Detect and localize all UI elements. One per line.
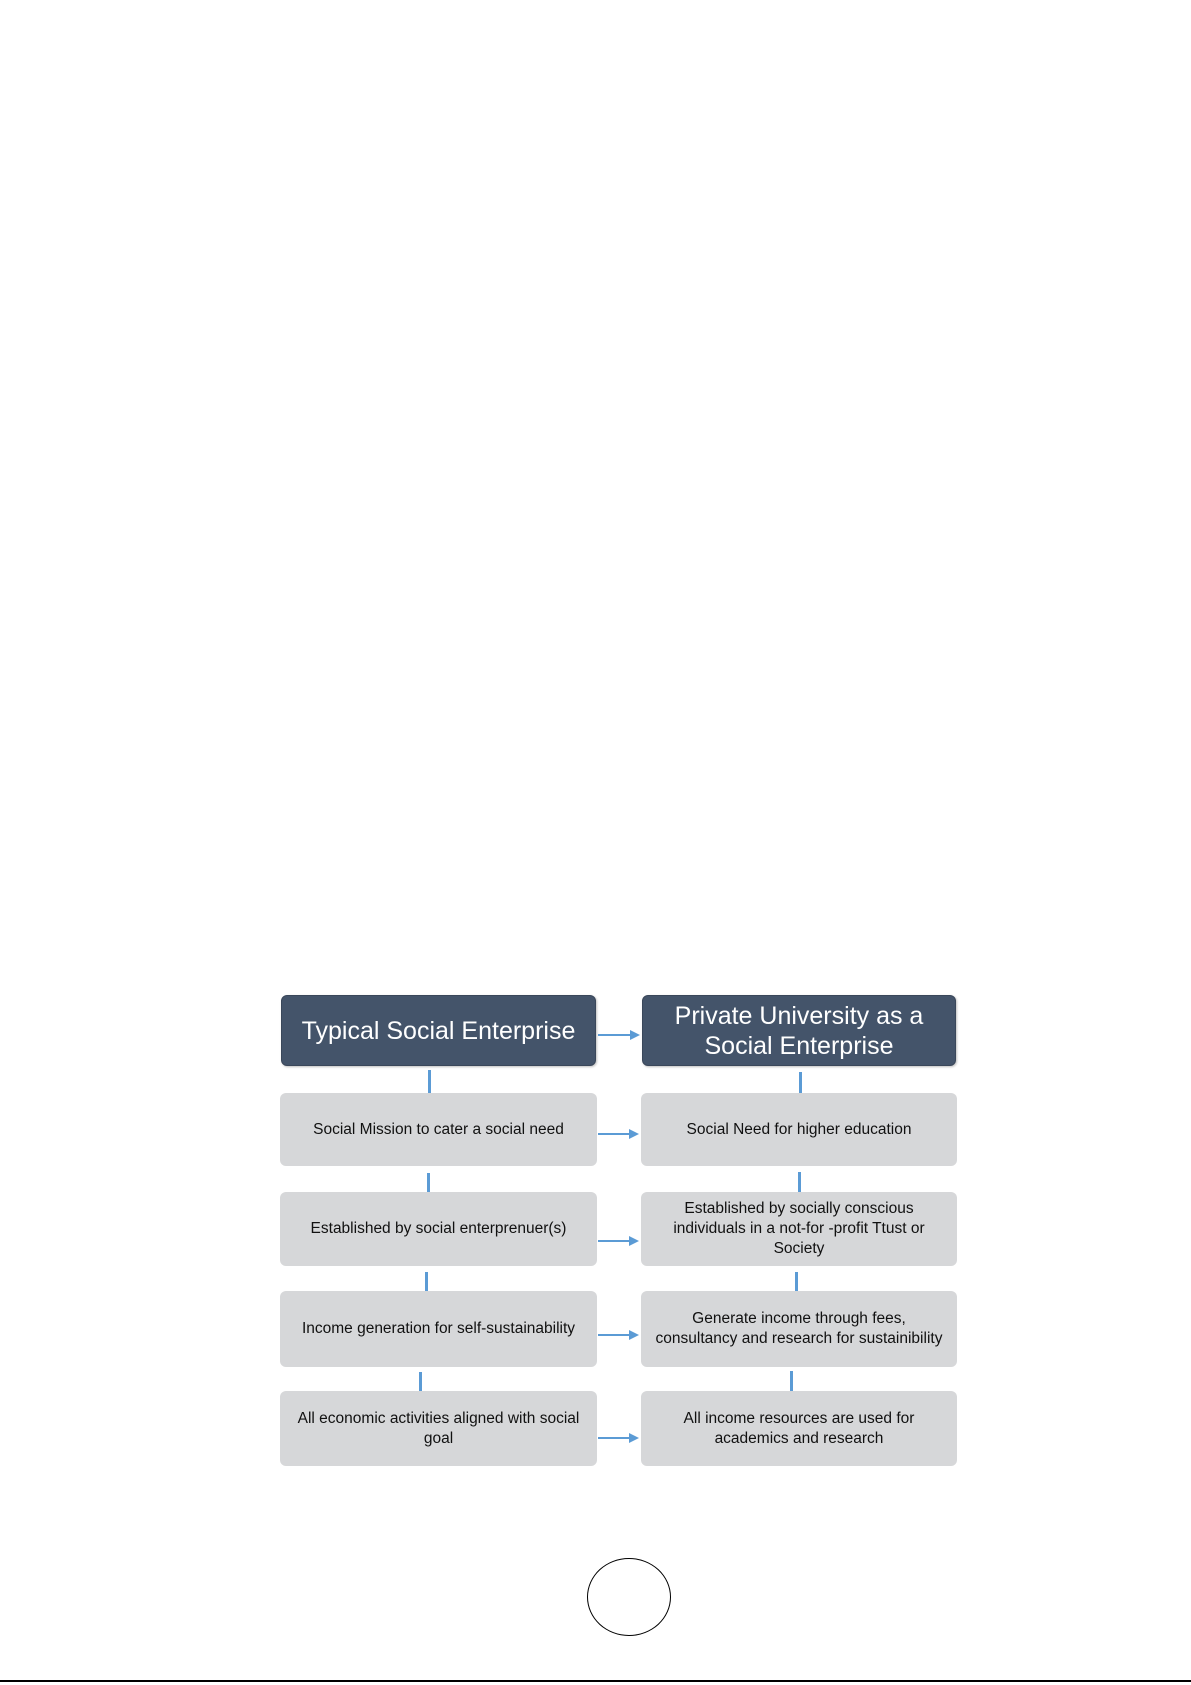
page-number-circle <box>587 1558 671 1636</box>
left-item-4: All economic activities aligned with social goal <box>280 1391 597 1466</box>
left-item-1: Social Mission to cater a social need <box>280 1093 597 1166</box>
header-arrow <box>598 1034 631 1036</box>
row-3-arrow <box>598 1334 630 1336</box>
right-column-header: Private University as a Social Enterprise <box>642 995 956 1066</box>
right-item-1: Social Need for higher education <box>641 1093 957 1166</box>
right-item-3: Generate income through fees, consultancy and research for sustainibility <box>641 1291 957 1367</box>
left-item-3: Income generation for self-sustainability <box>280 1291 597 1367</box>
left-item-2: Established by social enterprenuer(s) <box>280 1192 597 1266</box>
row-4-arrow <box>598 1437 630 1439</box>
right-item-2: Established by socially conscious individuals in a not-for -profit Ttust or Society <box>641 1192 957 1266</box>
bottom-rule <box>0 1680 1191 1682</box>
left-column-header: Typical Social Enterprise <box>281 995 596 1066</box>
right-item-4: All income resources are used for academics and research <box>641 1391 957 1466</box>
row-1-arrow <box>598 1133 630 1135</box>
row-2-arrow <box>598 1240 630 1242</box>
